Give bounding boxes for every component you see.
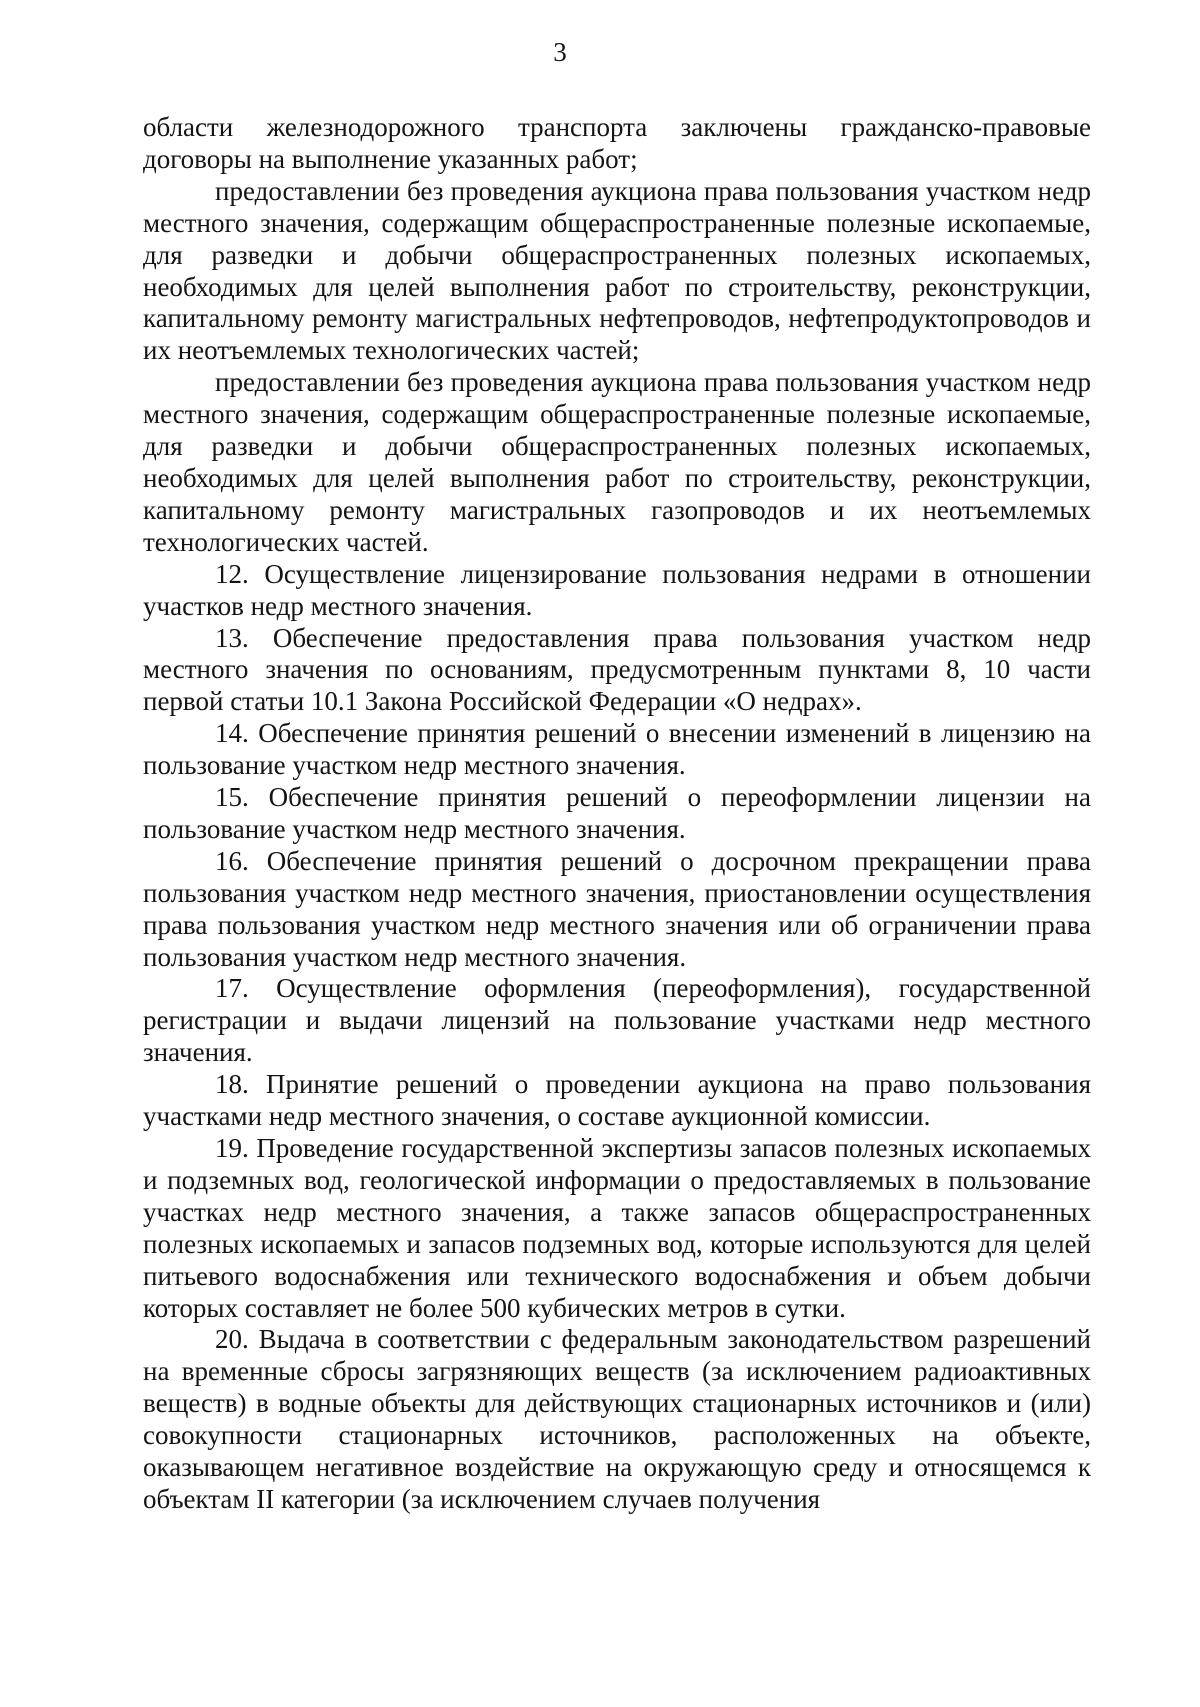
document-body [143, 112, 1091, 1516]
paragraph-item-17: 17. Осуществление оформления (переоформления), государственной регистрации и выдачи лицензий на пользование участками недр местного значения. [143, 973, 1091, 1068]
paragraph-item-18: 18. Принятие решений о проведении аукциона на право пользования участками недр местного значения, о составе аукционной комиссии. [143, 1069, 1091, 1132]
paragraph-item-12: 12. Осуществление лицензирование пользования недрами в отношении участков недр местного значения. [143, 558, 1091, 621]
paragraph-item-15: 15. Обеспечение принятия решений о переоформлении лицензии на пользование участком недр местного значения. [143, 782, 1091, 844]
paragraph-item-16: 16. Обеспечение принятия решений о досрочном прекращении права пользования участком недр местного значения, приостановлении осуществления права пользования участком недр местного значения или об ограничении права пользования участком недр местного значения. [143, 845, 1091, 972]
paragraph-oil-pipelines: предоставлении без проведения аукциона права пользования участком недр местного значения, содержащим общераспространенные полезные ископаемые, для разведки и добычи общераспространенных полезных ископаемых, необходимых для целей выполнения работ по строительству, реконструкции, капитальному ремонту магистральных нефтепроводов, нефтепродуктопроводов и их неотъемлемых технологических частей; [143, 175, 1091, 366]
paragraph-item-20: 20. Выдача в соответствии с федеральным законодательством разрешений на временные сбросы загрязняющих веществ (за исключением радиоактивных веществ) в водные объекты для действующих стационарных источников и (или) совокупности стационарных источников, расположенных на объекте, оказывающем негативное воздействие на окружающую среду и относящемся к объектам II категории (за исключением случаев получения [143, 1324, 1091, 1514]
paragraph-railway-contracts: области железнодорожного транспорта заключены гражданско-правовые договоры на выполнение указанных работ; [143, 112, 1091, 174]
paragraph-item-19: 19. Проведение государственной экспертизы запасов полезных ископаемых и подземных вод, геологической информации о предоставляемых в пользование участках недр местного значения, а также запасов общераспространенных полезных ископаемых и запасов подземных вод, которые используются для целей питьевого водоснабжения или технического водоснабжения и объем добычи которых составляет не более 500 кубических метров в сутки. [143, 1133, 1091, 1323]
page-number: 3 [553, 37, 567, 67]
paragraph-item-14: 14. Обеспечение принятия решений о внесении изменений в лицензию на пользование участком недр местного значения. [143, 718, 1091, 781]
paragraph-gas-pipelines: предоставлении без проведения аукциона права пользования участком недр местного значения, содержащим общераспространенные полезные ископаемые, для разведки и добычи общераспространенных полезных ископаемых, необходимых для целей выполнения работ по строительству, реконструкции, капитальному ремонту магистральных газопроводов и их неотъемлемых технологических частей. [143, 367, 1091, 557]
paragraph-item-13: 13. Обеспечение предоставления права пользования участком недр местного значения по основаниям, предусмотренным пунктами 8, 10 части первой статьи 10.1 Закона Российской Федерации «О недрах». [143, 622, 1091, 717]
